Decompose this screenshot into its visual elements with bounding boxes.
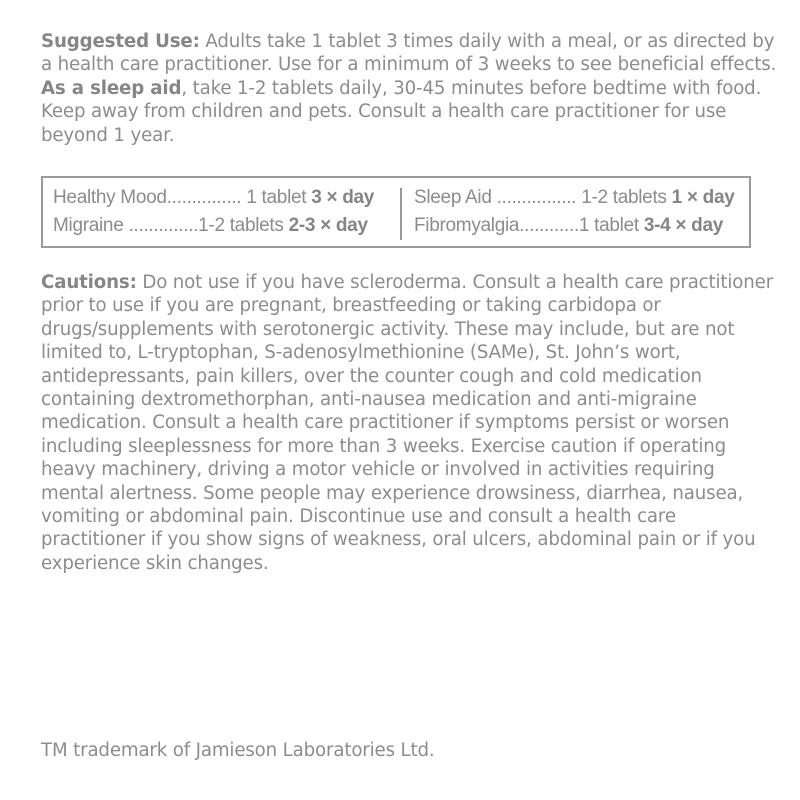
- suggested-use-text-2: , take 1-2 tablets daily, 30-45 minutes before bedtime with food. Keep away from children and pets. Consult a health care practitioner for use beyond 1 year.: [41, 77, 762, 146]
- dose-frequency: 2-3 × day: [288, 215, 368, 236]
- suggested-use-label: Suggested Use:: [41, 31, 200, 52]
- dose-amount: 1-2 tablets: [198, 215, 289, 236]
- condition-label: Migraine: [53, 215, 124, 236]
- dose-amount: 1-2 tablets: [576, 187, 672, 208]
- sleep-aid-label: As a sleep aid: [41, 77, 182, 99]
- condition-label: Sleep Aid: [414, 187, 492, 208]
- suggested-use-paragraph: [41, 30, 781, 147]
- dot-leader: ............: [519, 215, 579, 236]
- cautions-text: Do not use if you have scleroderma. Consult a health care practitioner prior to use if you are pregnant, breastfeeding or taking carbidopa or drugs/supplements with serotonergic activity. These may include, but are not limited to, L-tryptophan, S-adenosylmethionine (SAMe), St. John’s wort, antidepressants, pain killers, over the counter cough and cold medication containing dextromethorphan, anti-nausea medication and anti-migraine medication. Consult a health care practitioner if symptoms persist or worsen including sleeplessness for more than 3 weeks. Exercise caution if operating heavy machinery, driving a motor vehicle or involved in activities requiring mental alertness. Some people may experience drowsiness, diarrhea, nausea, vomiting or abdominal pain. Discontinue use and consult a health care practitioner if you show signs of weakness, oral ulcers, abdominal pain or if you experience skin changes.: [41, 272, 774, 574]
- dose-frequency: 1 × day: [671, 187, 735, 208]
- dosage-row-migraine: [53, 212, 374, 240]
- condition-label: Healthy Mood: [53, 187, 167, 208]
- dot-leader: ................: [491, 187, 577, 208]
- dosage-column-left: [53, 184, 374, 240]
- dot-leader: ...............: [166, 187, 242, 208]
- column-divider: [400, 188, 402, 240]
- condition-label: Fibromyalgia: [414, 215, 520, 236]
- dosage-table: [41, 176, 751, 248]
- dosage-row-healthy-mood: [53, 184, 374, 212]
- dose-frequency: 3 × day: [311, 187, 375, 208]
- dot-leader: ..............: [123, 215, 199, 236]
- dosage-column-right: [414, 184, 735, 240]
- dose-amount: 1 tablet: [578, 215, 644, 236]
- dosage-row-sleep-aid: [414, 184, 735, 212]
- trademark-footer: TM trademark of Jamieson Laboratories Ltd.: [41, 740, 435, 761]
- dose-amount: 1 tablet: [241, 187, 312, 208]
- dosage-row-fibromyalgia: [414, 212, 735, 240]
- cautions-paragraph: [41, 271, 781, 575]
- suggested-use-text-1: Adults take 1 tablet 3 times daily with a meal, or as directed by a health care practitioner. Use for a minimum of 3 weeks to see beneficial effects.: [41, 31, 777, 76]
- dose-frequency: 3-4 × day: [643, 215, 723, 236]
- cautions-label: Cautions:: [41, 272, 137, 293]
